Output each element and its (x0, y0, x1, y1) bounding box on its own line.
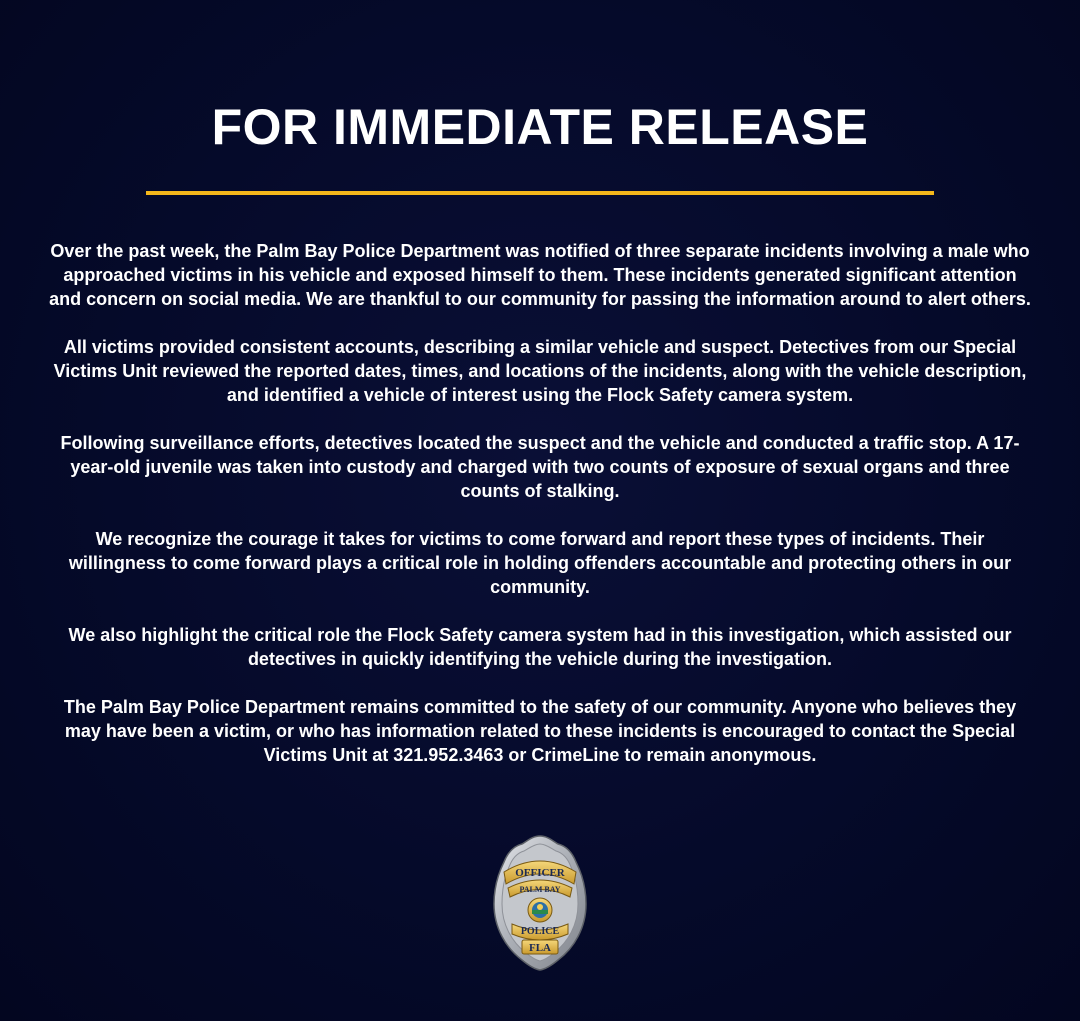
paragraph-investigation: All victims provided consistent accounts, describing a similar vehicle and suspect. Detectives from our Special Victims Unit reviewed the reported dates, times, and locations of the incidents, along with the vehicle description, and identified a vehicle of interest using the Flock Safety camera system. (53, 337, 1027, 405)
paragraph-flock-safety: We also highlight the critical role the Flock Safety camera system had in this investigation, which assisted our detectives in quickly identifying the vehicle during the investigation. (68, 625, 1012, 669)
paragraph-arrest: Following surveillance efforts, detectives located the suspect and the vehicle and conducted a traffic stop. A 17-year-old juvenile was taken into custody and charged with two counts of exposure of sexual organs and three counts of stalking. (60, 433, 1020, 501)
police-badge-icon (488, 832, 592, 972)
gold-divider (146, 191, 934, 195)
paragraph-incidents: Over the past week, the Palm Bay Police Department was notified of three separate incidents involving a male who approached victims in his vehicle and exposed himself to them. These incidents generated significant attention and concern on social media. We are thankful to our community for passing the information around to alert others. (49, 241, 1031, 309)
badge-officer-text: OFFICER (515, 867, 565, 879)
release-body (48, 239, 1032, 791)
headline: FOR IMMEDIATE RELEASE (211, 99, 869, 155)
badge-police-text: POLICE (520, 926, 560, 937)
paragraph-contact: The Palm Bay Police Department remains committed to the safety of our community. Anyone who believes they may have been a victim, or who has information related to these incidents is encouraged to contact the Special Victims Unit at 321.952.3463 or CrimeLine to remain anonymous. (63, 697, 1017, 765)
badge-state-text: FLA (529, 942, 551, 954)
paragraph-courage: We recognize the courage it takes for victims to come forward and report these types of incidents. Their willingness to come forward plays a critical role in holding offenders accountable and protecting others in our community. (68, 529, 1012, 597)
badge-city-text: PALM BAY (519, 885, 561, 894)
